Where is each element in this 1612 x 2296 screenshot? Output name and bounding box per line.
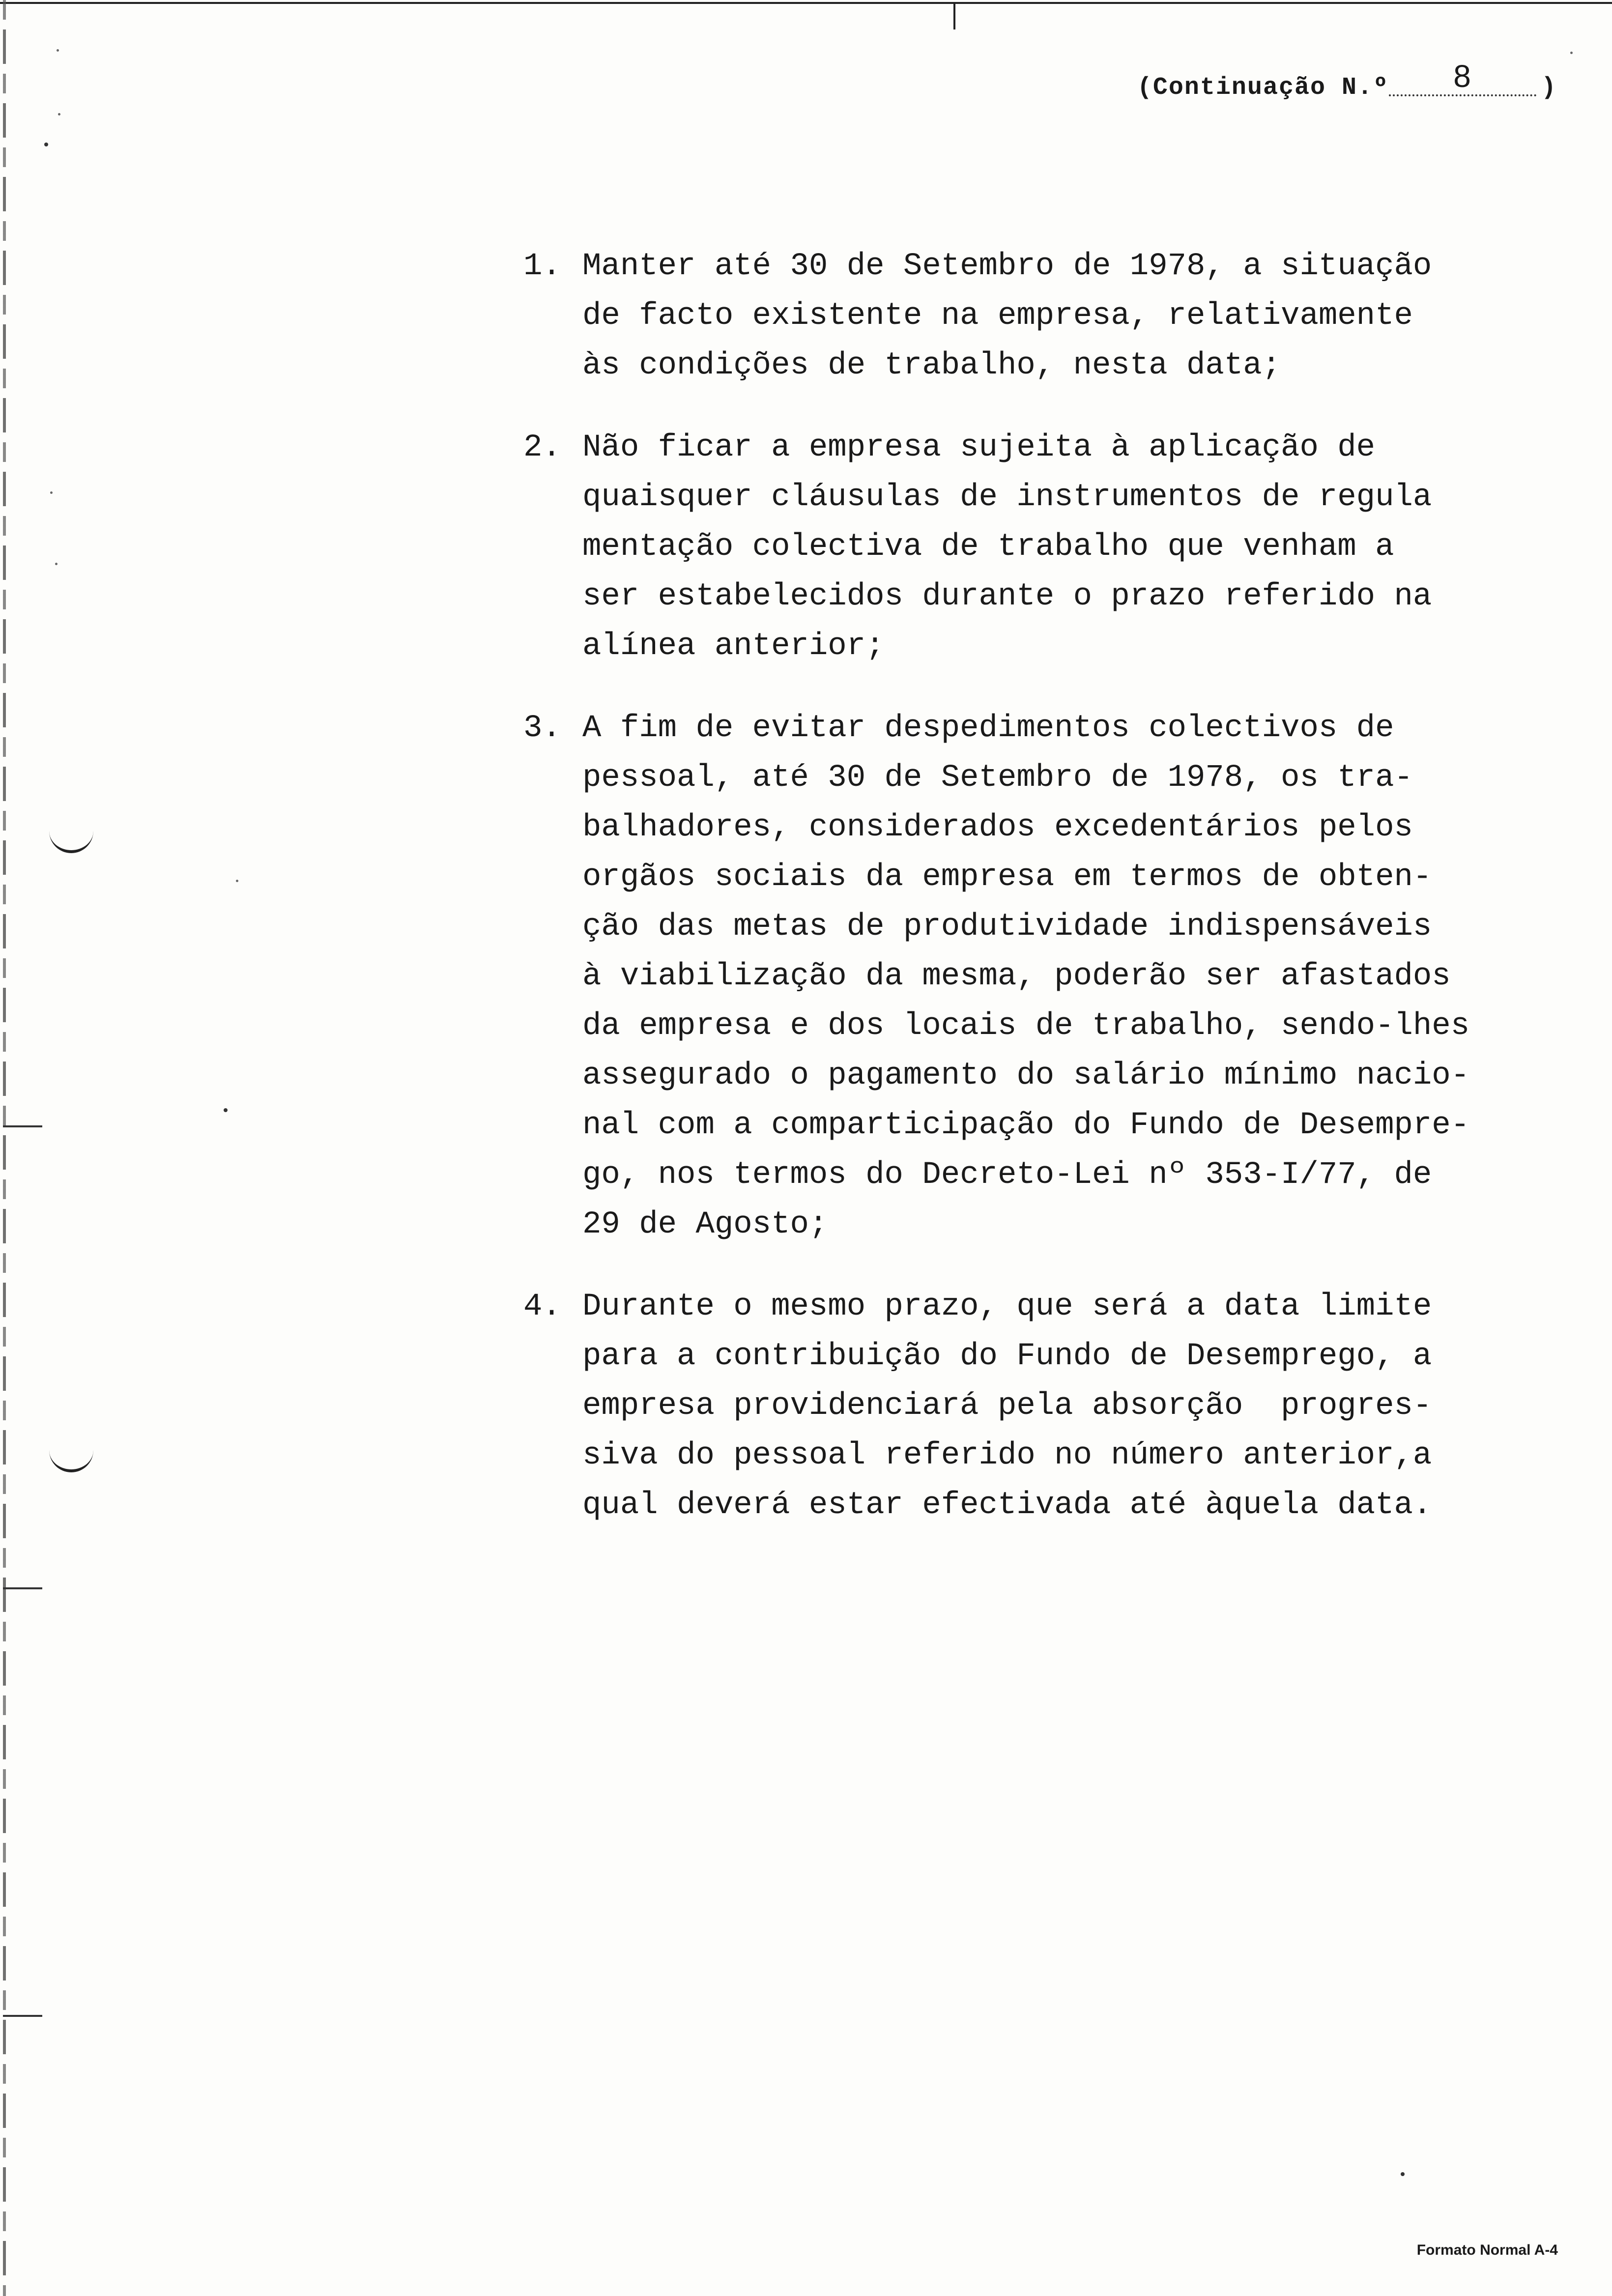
clause-text bbox=[582, 423, 1432, 671]
clause-line: A fim de evitar despedimentos colectivos de bbox=[582, 711, 1394, 746]
clause-line: mentação colectiva de trabalho que venham a bbox=[582, 529, 1394, 565]
clause-line: empresa providenciará pela absorção progres- bbox=[582, 1388, 1432, 1424]
clause-text bbox=[582, 704, 1469, 1250]
speck bbox=[50, 491, 53, 494]
clause-line: de facto existente na empresa, relativamente bbox=[582, 298, 1413, 334]
clause-marker: 2. bbox=[523, 430, 561, 465]
clause-line: go, nos termos do Decreto-Lei nº 353-I/77, de bbox=[582, 1157, 1432, 1193]
clause-line: quaisquer cláusulas de instrumentos de regula bbox=[582, 480, 1432, 515]
punch-hole-arc bbox=[49, 1450, 93, 1472]
clause-line: assegurado o pagamento do salário mínimo nacio- bbox=[582, 1058, 1470, 1093]
clause-line: siva do pessoal referido no número anterior,a bbox=[582, 1438, 1432, 1473]
speck bbox=[1570, 52, 1573, 54]
clause-line: alínea anterior; bbox=[582, 629, 885, 664]
clause-line: para a contribuição do Fundo de Desemprego, a bbox=[582, 1339, 1432, 1374]
clause-line: à viabilização da mesma, poderão ser afastados bbox=[582, 959, 1451, 994]
clause-4 bbox=[523, 1282, 1555, 1530]
clause-1 bbox=[523, 242, 1555, 391]
continuation-number: 8 bbox=[1389, 58, 1536, 96]
clause-line: Não ficar a empresa sujeita à aplicação de bbox=[582, 430, 1376, 465]
clause-line: Durante o mesmo prazo, que será a data limite bbox=[582, 1289, 1432, 1324]
punch-hole-arc bbox=[49, 831, 93, 853]
continuation-header bbox=[1137, 58, 1557, 103]
continuation-label: (Continuação N.º bbox=[1137, 74, 1389, 102]
clause-marker: 3. bbox=[523, 711, 561, 746]
clause-line: orgãos sociais da empresa em termos de obten- bbox=[582, 860, 1432, 895]
binding-tick bbox=[3, 1587, 42, 1589]
speck bbox=[58, 113, 60, 115]
clause-line: balhadores, considerados excedentários pelos bbox=[582, 810, 1413, 845]
clause-2 bbox=[523, 423, 1555, 671]
top-rule bbox=[0, 2, 1612, 4]
speck bbox=[57, 49, 59, 52]
speck bbox=[236, 880, 238, 882]
continuation-close: ) bbox=[1541, 74, 1557, 102]
clause-line: pessoal, até 30 de Setembro de 1978, os tra- bbox=[582, 760, 1413, 796]
speck bbox=[55, 563, 58, 565]
clause-line: às condições de trabalho, nesta data; bbox=[582, 348, 1281, 383]
clause-text bbox=[582, 1282, 1432, 1530]
binding-edge bbox=[3, 0, 6, 2296]
clause-line: qual deverá estar efectivada até àquela data. bbox=[582, 1488, 1432, 1523]
speck bbox=[1401, 2172, 1405, 2176]
clause-line: Manter até 30 de Setembro de 1978, a situação bbox=[582, 249, 1432, 284]
clause-text bbox=[582, 242, 1432, 391]
clause-line: nal com a comparticipação do Fundo de Desempre- bbox=[582, 1108, 1470, 1143]
clause-list bbox=[523, 242, 1555, 1563]
top-tick-mark bbox=[953, 3, 955, 29]
speck bbox=[224, 1108, 228, 1112]
form-format-label: Formato Normal A-4 bbox=[1416, 2242, 1558, 2258]
speck bbox=[44, 143, 48, 146]
clause-3 bbox=[523, 704, 1555, 1250]
clause-line: da empresa e dos locais de trabalho, sendo-lhes bbox=[582, 1008, 1470, 1044]
clause-line: 29 de Agosto; bbox=[582, 1207, 828, 1242]
clause-line: ser estabelecidos durante o prazo referido na bbox=[582, 579, 1432, 614]
clause-line: ção das metas de produtividade indispensáveis bbox=[582, 909, 1432, 945]
binding-tick bbox=[3, 1125, 42, 1127]
clause-marker: 4. bbox=[523, 1289, 561, 1324]
clause-marker: 1. bbox=[523, 249, 561, 284]
binding-tick bbox=[3, 2015, 42, 2017]
